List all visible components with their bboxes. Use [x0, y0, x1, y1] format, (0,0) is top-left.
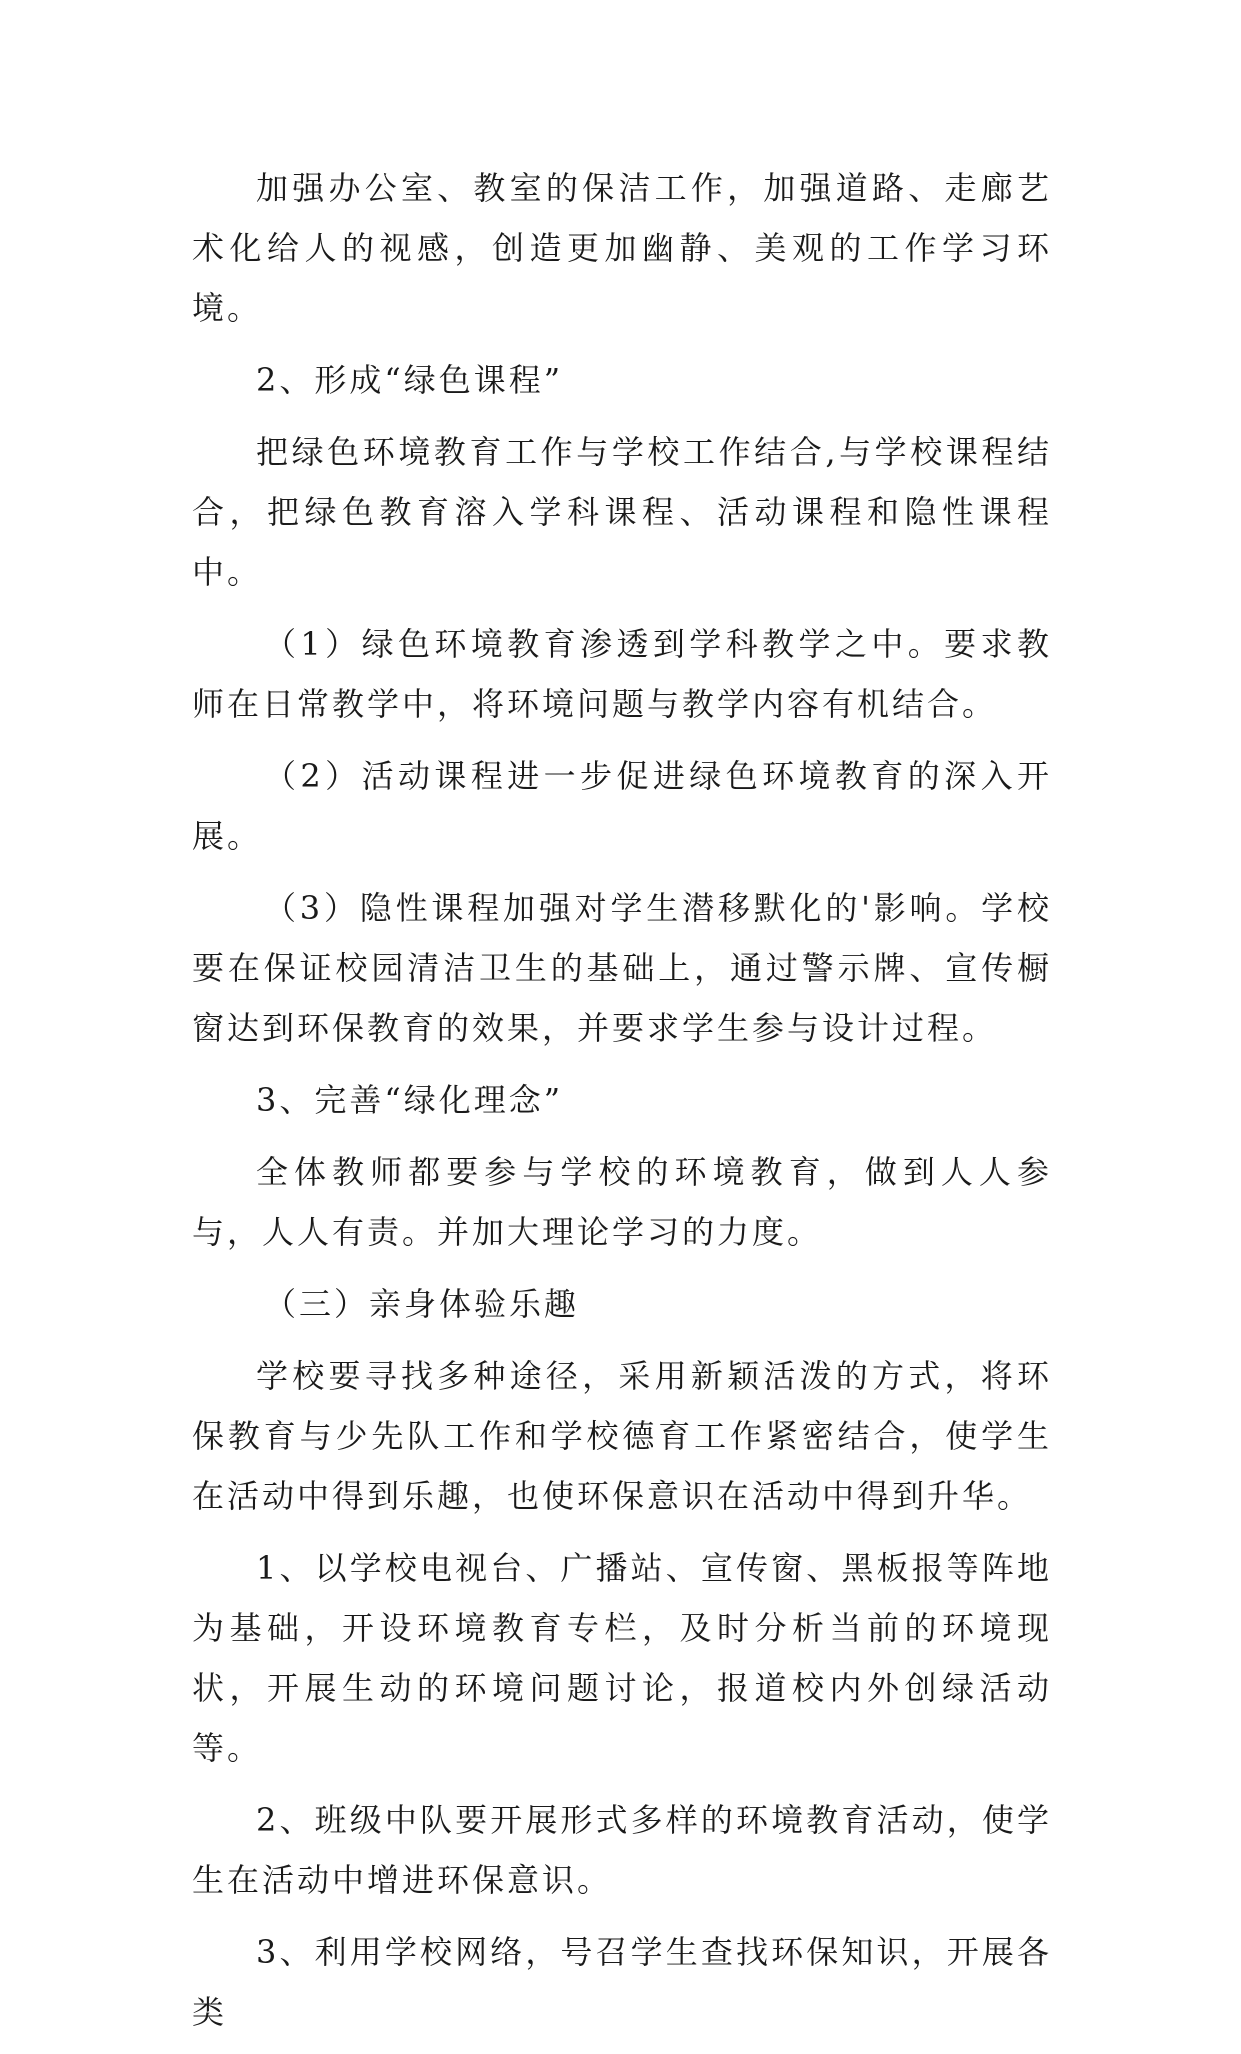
paragraph: 全体教师都要参与学校的环境教育，做到人人参与，人人有责。并加大理论学习的力度。: [192, 1153, 1052, 1251]
section-heading: 3、完善“绿化理念”: [256, 1081, 564, 1119]
section-heading: （三）亲身体验乐趣: [264, 1285, 580, 1323]
section-heading: 2、形成“绿色课程”: [256, 361, 564, 399]
paragraph: 2、班级中队要开展形式多样的环境教育活动，使学生在活动中增进环保意识。: [192, 1801, 1052, 1899]
paragraph: （3）隐性课程加强对学生潜移默化的'影响。学校要在保证校园清洁卫生的基础上，通过警示牌、宣传橱窗达到环保教育的效果，并要求学生参与设计过程。: [192, 889, 1052, 1047]
paragraph: （2）活动课程进一步促进绿色环境教育的深入开展。: [192, 757, 1052, 855]
document-body: [192, 158, 1052, 2054]
paragraph: 加强办公室、教室的保洁工作，加强道路、走廊艺术化给人的视感，创造更加幽静、美观的工作学习环境。: [192, 169, 1052, 327]
paragraph: 学校要寻找多种途径，采用新颖活泼的方式，将环保教育与少先队工作和学校德育工作紧密结合，使学生在活动中得到乐趣，也使环保意识在活动中得到升华。: [192, 1357, 1052, 1515]
paragraph: 1、以学校电视台、广播站、宣传窗、黑板报等阵地为基础，开设环境教育专栏，及时分析当前的环境现状，开展生动的环境问题讨论，报道校内外创绿活动等。: [192, 1549, 1052, 1767]
paragraph: 3、利用学校网络，号召学生查找环保知识，开展各类: [192, 1933, 1052, 2031]
paragraph: （1）绿色环境教育渗透到学科教学之中。要求教师在日常教学中，将环境问题与教学内容有机结合。: [192, 625, 1052, 723]
paragraph: 把绿色环境教育工作与学校工作结合,与学校课程结合，把绿色教育溶入学科课程、活动课程和隐性课程中。: [192, 433, 1052, 591]
